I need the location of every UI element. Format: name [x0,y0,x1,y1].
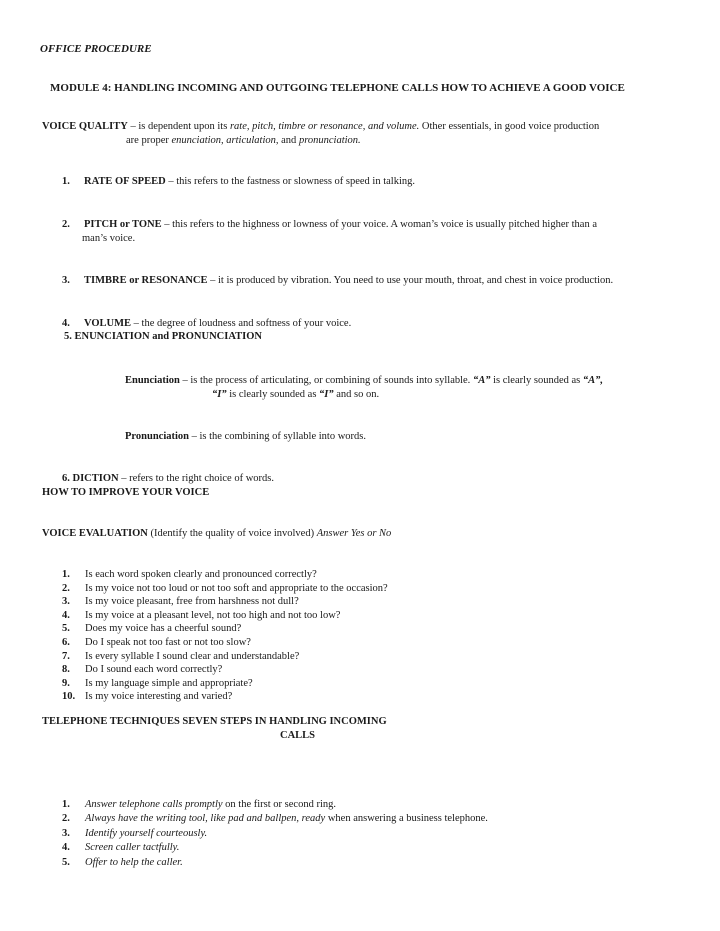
voice-quality-line2c: and [278,134,299,146]
voice-quality-line2a: are proper [126,134,172,146]
enunciation-quote: “A”, [582,375,604,386]
module-title: MODULE 4: HANDLING INCOMING AND OUTGOING TELEPHONE CALLS HOW TO ACHIEVE A GOOD VOICE [50,82,625,94]
voice-quality-intro: – is dependent upon its [127,121,230,132]
voice-evaluation-text: (Identify the quality of voice involved) [147,528,317,539]
list-text: when answering a business telephone. [325,813,488,825]
item-volume [62,317,682,331]
list-text: Is my voice not too loud or not too soft and appropriate to the occasion? [85,582,388,594]
list-number: 10. [62,691,76,703]
list-number: 5. [62,856,70,868]
list-text: Is every syllable I sound clear and understandable? [85,650,300,662]
list-item [62,690,388,704]
item-diction [62,472,274,486]
enunciation-quote: “I” [212,388,227,400]
document-header: OFFICE PROCEDURE [40,43,152,55]
pronunciation-term: Pronunciation [125,431,189,442]
voice-quality-qualities: rate, pitch, timbre or resonance, and volume. [229,121,420,132]
telephone-heading-line2: CALLS [280,729,316,741]
telephone-steps-list [62,798,488,870]
list-text-italic: Always have the writing tool, like pad and ballpen, ready [85,813,326,825]
list-text: Is my voice interesting and varied? [85,691,233,703]
list-text: Do I sound each word correctly? [85,664,223,676]
list-text-italic: Screen caller tactfully. [85,842,180,854]
list-number: 1. [62,569,70,580]
list-number: 8. [62,664,70,676]
pronunciation-paragraph [125,430,366,444]
voice-quality-line2b: enunciation, articulation, [171,134,279,146]
item-pitch-or-tone [62,218,682,245]
enunciation-text: is clearly sounded as [226,388,320,400]
list-number: 2. [62,582,70,594]
list-item [62,856,488,870]
enunciation-text: – is the process of articulating, or combining of sounds into syllable. [179,375,473,386]
enunciation-text: is clearly sounded as [490,375,583,386]
telephone-techniques-heading [42,715,462,742]
item-rate-of-speed [62,175,682,189]
list-item [62,609,388,623]
enunciation-quote: “A” [472,375,491,386]
pronunciation-text: – is the combining of syllable into words. [188,431,367,442]
item-text: – this refers to the highness or lowness of your voice. A woman’s voice is usually pitched higher than a [161,219,597,230]
list-number: 3. [62,596,70,608]
list-item [62,650,388,664]
voice-quality-paragraph [42,120,682,147]
list-text: Is my language simple and appropriate? [85,677,253,689]
item-text: – it is produced by vibration. You need to use your mouth, throat, and chest in voice production. [207,275,614,286]
item-timbre-or-resonance [62,274,682,288]
item-text: – this refers to the fastness or slowness of speed in talking. [165,176,416,187]
list-item [62,582,388,596]
list-item [62,812,488,826]
item-enunciation-pronunciation: 5. ENUNCIATION and PRONUNCIATION [64,331,262,342]
list-item [62,841,488,855]
list-text-italic: Answer telephone calls promptly [85,799,223,810]
voice-evaluation-answer: Answer Yes or No [316,528,392,539]
item-term: PITCH or TONE [84,219,162,230]
item-number: 4. [62,318,70,329]
list-text: Is my voice pleasant, free from harshness not dull? [85,596,299,608]
list-text: on the first or second ring. [222,799,336,810]
list-number: 3. [62,827,70,839]
item-term: RATE OF SPEED [84,176,166,187]
list-number: 5. [62,623,70,635]
list-number: 2. [62,813,70,825]
list-text: Does my voice has a cheerful sound? [85,623,242,635]
enunciation-term: Enunciation [125,375,180,386]
evaluation-question-list [62,568,388,704]
telephone-heading-line1: TELEPHONE TECHNIQUES SEVEN STEPS IN HANDLING INCOMING [42,716,387,727]
voice-quality-after: Other essentials, in good voice production [419,121,600,132]
list-number: 4. [62,842,70,854]
voice-quality-line2d: pronunciation. [298,134,361,146]
item-text: – the degree of loudness and softness of your voice. [131,318,352,329]
item-number: 1. [62,176,70,187]
how-to-improve-heading: HOW TO IMPROVE YOUR VOICE [42,487,210,498]
list-number: 1. [62,799,70,810]
item-term: VOLUME [84,318,132,329]
diction-text: – refers to the right choice of words. [118,473,275,484]
item-text-continued: man’s voice. [82,232,136,244]
enunciation-text: and so on. [333,388,380,400]
item-number: 3. [62,275,70,286]
list-text: Is my voice at a pleasant level, not too high and not too low? [85,609,341,621]
list-text-italic: Identify yourself courteously. [85,827,208,839]
diction-term: 6. DICTION [62,473,119,484]
voice-evaluation-line [42,527,391,541]
list-text-italic: Offer to help the caller. [85,856,183,868]
list-item [62,827,488,841]
list-number: 6. [62,636,70,648]
item-term: TIMBRE or RESONANCE [84,275,208,286]
list-item [62,677,388,691]
list-text: Is each word spoken clearly and pronounced correctly? [85,569,317,580]
item-number: 2. [62,219,70,230]
list-number: 7. [62,650,70,662]
list-item [62,595,388,609]
voice-evaluation-term: VOICE EVALUATION [42,528,148,539]
list-item [62,636,388,650]
enunciation-quote: “I” [319,388,334,400]
list-number: 4. [62,609,70,621]
enunciation-paragraph [125,374,675,401]
list-item [62,568,388,582]
list-item [62,622,388,636]
list-item [62,798,488,812]
voice-quality-term: VOICE QUALITY [42,121,128,132]
list-number: 9. [62,677,70,689]
list-item [62,663,388,677]
list-text: Do I speak not too fast or not too slow? [85,636,251,648]
